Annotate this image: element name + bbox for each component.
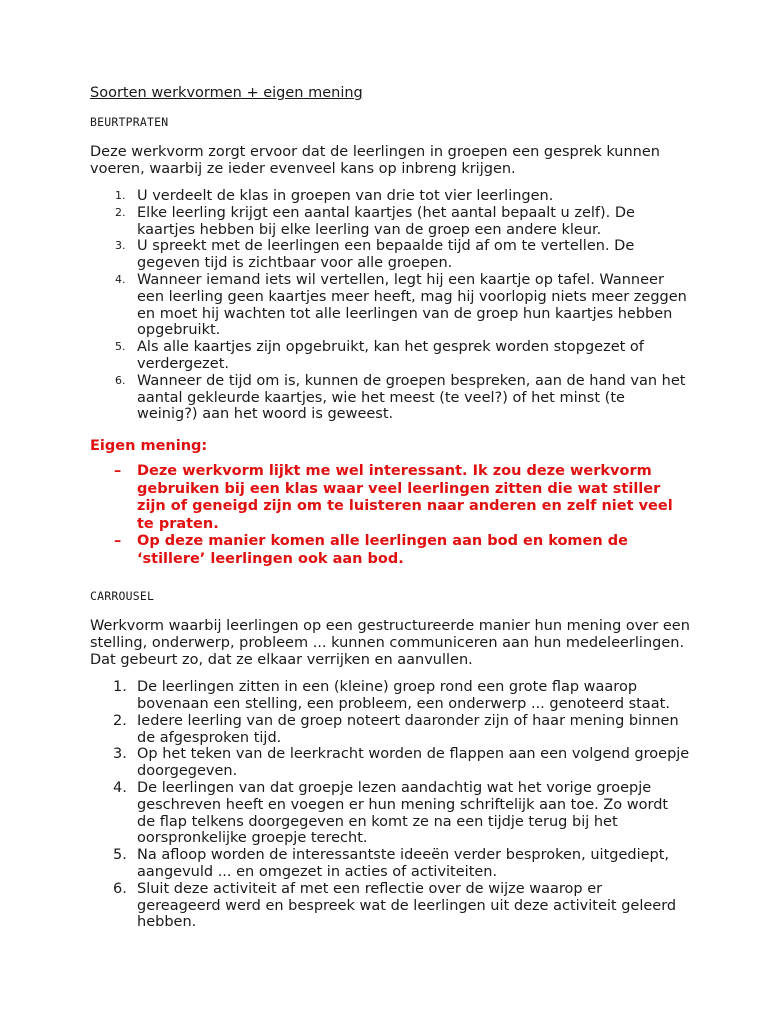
step-text: Wanneer de tijd om is, kunnen de groepen bespreken, aan de hand van het aantal gekleurde kaartjes, wie het meest (te veel?) of het minst (te weinig?) aan het woord is geweest. <box>137 372 686 423</box>
list-item <box>90 847 690 881</box>
step-text: U verdeelt de klas in groepen van drie tot vier leerlingen. <box>137 188 554 204</box>
step-number: 4. <box>113 779 127 796</box>
step-number: 5. <box>115 340 126 354</box>
opinion-item <box>90 533 690 568</box>
opinion-item <box>90 463 690 533</box>
dash-bullet: – <box>114 533 122 550</box>
section-heading-carrousel: CARROUSEL <box>90 589 155 604</box>
step-number: 5. <box>113 847 127 864</box>
list-item <box>90 339 690 373</box>
list-item <box>90 679 690 713</box>
step-number: 1. <box>115 189 126 202</box>
opinion-text: Op deze manier komen alle leerlingen aan bod en komen de ‘stillere’ leerlingen ook aan bod. <box>137 533 628 567</box>
list-item <box>90 780 690 847</box>
opinions-list <box>90 463 690 568</box>
step-text: Op het teken van de leerkracht worden de flappen aan een volgend groepje doorgegeven. <box>137 746 690 780</box>
step-text: Wanneer iemand iets wil vertellen, legt hij een kaartje op tafel. Wanneer een leerling geen kaartjes meer heeft, mag hij voorlopig niets meer zeggen en moet hij wachten tot alle leerlingen van de groep hun kaartjes hebben opgebruikt. <box>137 271 687 339</box>
section-heading-beurtpraten: BEURTPRATEN <box>90 115 169 129</box>
step-number: 2. <box>115 205 126 219</box>
opinion-text: Deze werkvorm lijkt me wel interessant. Ik zou deze werkvorm gebruiken bij een klas waar veel leerlingen zitten die wat stiller zijn of geneigd zijn om te luisteren naar anderen en zelf niet veel te praten. <box>137 463 673 532</box>
list-item <box>90 205 690 239</box>
step-text: U spreekt met de leerlingen een bepaalde tijd af om te vertellen. De gegeven tijd is zichtbaar voor alle groepen. <box>137 238 635 272</box>
dash-bullet: – <box>114 463 122 480</box>
list-item <box>90 373 690 423</box>
step-text: Sluit deze activiteit af met een reflectie over de wijze waarop er gereageerd werd en bespreek wat de leerlingen uit deze activiteit geleerd hebben. <box>137 880 677 931</box>
step-number: 4. <box>115 272 126 286</box>
list-item <box>90 272 690 339</box>
step-text: De leerlingen zitten in een (kleine) groep rond een grote flap waarop bovenaan een stelling, een probleem, een onderwerp ... genoteerd staat. <box>137 679 670 712</box>
step-number: 6. <box>113 880 127 897</box>
step-number: 1. <box>113 679 127 696</box>
steps-list-carrousel <box>90 679 690 931</box>
step-number: 2. <box>113 712 127 729</box>
document-page <box>90 84 690 945</box>
list-item <box>90 713 690 747</box>
step-number: 6. <box>115 373 126 387</box>
step-number: 3. <box>113 746 127 763</box>
document-title: Soorten werkvormen + eigen mening <box>90 85 363 101</box>
opinion-heading: Eigen mening: <box>90 438 208 455</box>
section-intro-beurtpraten: Deze werkvorm zorgt ervoor dat de leerlingen in groepen een gesprek kunnen voeren, waarbij ze ieder evenveel kans op inbreng krijgen. <box>90 144 660 177</box>
list-item <box>90 746 690 780</box>
step-text: De leerlingen van dat groepje lezen aandachtig wat het vorige groepje geschreven heeft en voegen er hun mening schriftelijk aan toe. Zo wordt de flap telkens doorgegeven en komt ze na een tijdje terug bij het oorspronkelijke groepje terecht. <box>137 779 669 847</box>
step-number: 3. <box>115 239 126 253</box>
step-text: Na afloop worden de interessantste ideeën verder besproken, uitgediept, aangevuld ... en omgezet in acties of activiteiten. <box>137 847 670 880</box>
steps-list-beurtpraten <box>90 188 690 423</box>
list-item <box>90 188 690 205</box>
section-intro-carrousel: Werkvorm waarbij leerlingen op een gestructureerde manier hun mening over een stelling, onderwerp, probleem ... kunnen communiceren aan hun medeleerlingen. Dat gebeurt zo, dat ze elkaar verrijken en aanvullen. <box>90 618 690 669</box>
list-item <box>90 881 690 931</box>
step-text: Elke leerling krijgt een aantal kaartjes (het aantal bepaalt u zelf). De kaartjes hebben bij elke leerling van de groep een andere kleur. <box>137 204 635 238</box>
step-text: Als alle kaartjes zijn opgebruikt, kan het gesprek worden stopgezet of verdergezet. <box>137 339 644 372</box>
list-item <box>90 238 690 272</box>
step-text: Iedere leerling van de groep noteert daaronder zijn of haar mening binnen de afgesproken tijd. <box>137 712 679 746</box>
